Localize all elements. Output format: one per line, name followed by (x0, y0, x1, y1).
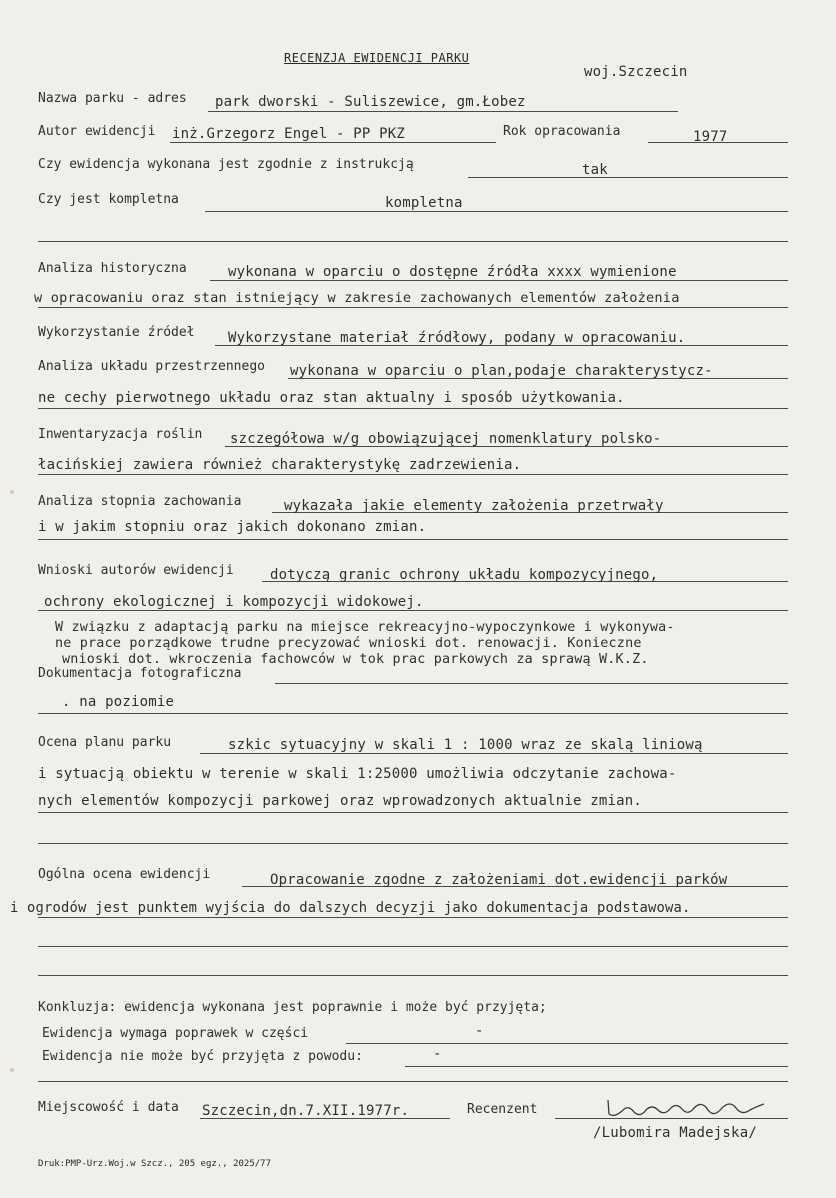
overall-line-3 (38, 946, 788, 947)
overall-value-2: i ogrodów jest punktem wyjścia do dalszych decyzji jako dokumentacja podstawowa. (10, 900, 691, 916)
blank-line (38, 241, 788, 242)
year-value: 1977 (693, 129, 728, 145)
conclusion-line-2: Ewidencja wymaga poprawek w części (42, 1026, 309, 1041)
photo-value: . na poziomie (62, 694, 175, 710)
spatial-value-2: ne cechy pierwotnego układu oraz stan aktualny i sposób użytkowania. (38, 390, 625, 406)
plants-value-1: szczegółowa w/g obowiązującej nomenklatury polsko- (230, 431, 662, 447)
complete-label: Czy jest kompletna (38, 192, 179, 207)
plan-line-2 (38, 812, 788, 813)
plants-label: Inwentaryzacja roślin (38, 427, 203, 442)
conclusions-value-1: dotyczą granic ochrony układu kompozycyjnego, (270, 567, 659, 583)
overall-value-1: Opracowanie zgodne z założeniami dot.ewidencji parków (270, 872, 728, 888)
plan-value-1: szkic sytuacyjny w skali 1 : 1000 wraz ze skalą liniową (228, 737, 703, 753)
complete-line (205, 211, 788, 212)
plan-value-2: i sytuacją obiektu w terenie w skali 1:25000 umożliwia odczytanie zachowa- (38, 766, 677, 782)
historical-line-1 (210, 280, 788, 281)
park-name-value: park dworski - Suliszewice, gm.Łobez (215, 94, 526, 110)
historical-value-1: wykonana w oparciu o dostępne źródła xxxx wymienione (228, 264, 677, 280)
preservation-value-1: wykazała jakie elementy założenia przetrwały (284, 498, 664, 514)
print-note: Druk:PMP-Urz.Woj.w Szcz., 205 egz., 2025/77 (38, 1159, 271, 1169)
overall-label: Ogólna ocena ewidencji (38, 867, 211, 882)
sources-value: Wykorzystane materiał źródłowy, podany w opracowaniu. (228, 330, 686, 346)
conclusion-line-1: Konkluzja: ewidencja wykonana jest poprawnie i może być przyjęta; (38, 1000, 547, 1015)
year-label: Rok opracowania (503, 124, 621, 139)
conclusions-value-4: ne prace porządkowe trudne precyzować wnioski dot. renowacji. Konieczne (55, 636, 642, 651)
plan-value-3: nych elementów kompozycji parkowej oraz wprowadzonych aktualnie zmian. (38, 793, 643, 809)
spatial-value-1: wykonana w oparciu o plan,podaje charakterystycz- (290, 363, 713, 379)
preservation-value-2: i w jakim stopniu oraz jakich dokonano zmian. (38, 519, 427, 535)
plan-line-1 (200, 753, 788, 754)
conclusion-line-3: Ewidencja nie może być przyjęta z powodu: (42, 1049, 363, 1064)
conclusion-line-2-blank (346, 1043, 788, 1044)
signature (600, 1094, 770, 1124)
punch-hole-bottom (10, 1068, 14, 1072)
instruction-value: tak (582, 162, 608, 178)
overall-line-4 (38, 975, 788, 976)
author-value: inż.Grzegorz Engel - PP PKZ (172, 126, 405, 142)
plan-label: Ocena planu parku (38, 735, 172, 750)
preservation-line-2 (38, 539, 788, 540)
conclusion-line-3-blank (405, 1066, 788, 1067)
overall-line-2 (38, 917, 788, 918)
conclusions-value-2: ochrony ekologicznej i kompozycji widokowej. (44, 594, 424, 610)
reviewer-name: /Lubomira Madejska/ (593, 1125, 757, 1141)
photo-line-2 (38, 713, 788, 714)
photo-line-1 (275, 683, 788, 684)
plan-line-3 (38, 843, 788, 844)
conclusion-line-2-mark: - (475, 1023, 484, 1039)
spatial-line-2 (38, 408, 788, 409)
historical-label: Analiza historyczna (38, 261, 187, 276)
plants-value-2: łacińskiej zawiera również charakterystykę zadrzewienia. (38, 457, 522, 473)
sources-label: Wykorzystanie źródeł (38, 325, 195, 340)
punch-hole-top (10, 490, 14, 494)
photo-label: Dokumentacja fotograficzna (38, 666, 242, 681)
historical-line-2 (38, 307, 788, 308)
conclusion-line-4-blank (38, 1081, 788, 1082)
conclusions-value-5: wnioski dot. wkroczenia fachowców w tok prac parkowych za sprawą W.K.Z. (62, 652, 649, 667)
reviewer-label: Recenzent (467, 1102, 538, 1117)
conclusions-value-3: W związku z adaptacją parku na miejsce rekreacyjno-wypoczynkowe i wykonywa- (55, 620, 675, 635)
instruction-line (468, 177, 788, 178)
author-label: Autor ewidencji (38, 124, 156, 139)
complete-value: kompletna (385, 195, 463, 211)
spatial-label: Analiza układu przestrzennego (38, 359, 265, 374)
park-name-label: Nazwa parku - adres (38, 91, 187, 106)
conclusions-line-2 (38, 610, 788, 611)
form-title: RECENZJA EWIDENCJI PARKU (284, 51, 470, 65)
place-label: Miejscowość i data (38, 1100, 179, 1115)
instruction-label: Czy ewidencja wykonana jest zgodnie z instrukcją (38, 157, 414, 172)
author-line (170, 142, 496, 143)
plants-line-2 (38, 474, 788, 475)
park-name-line (208, 111, 678, 112)
region: woj.Szczecin (584, 64, 688, 80)
preservation-label: Analiza stopnia zachowania (38, 494, 242, 509)
conclusions-label: Wnioski autorów ewidencji (38, 563, 234, 578)
place-value: Szczecin,dn.7.XII.1977r. (202, 1103, 410, 1119)
conclusion-line-3-mark: - (433, 1046, 442, 1062)
historical-value-2: w opracowaniu oraz stan istniejący w zakresie zachowanych elementów założenia (34, 290, 680, 306)
